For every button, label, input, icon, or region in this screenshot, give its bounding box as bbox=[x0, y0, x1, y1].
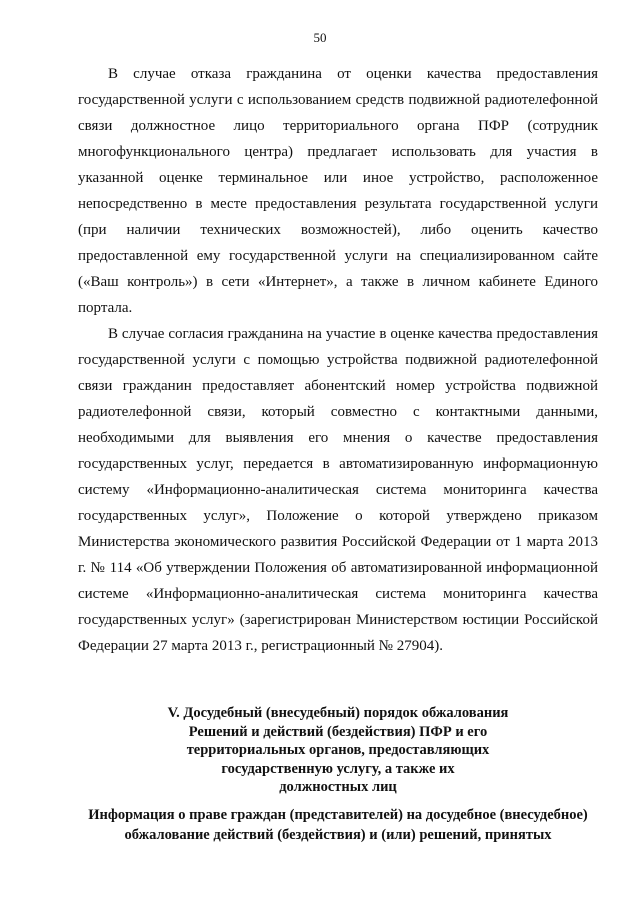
paragraph-rejection: В случае отказа гражданина от оценки качества предоставления государственной услуги с использованием средств подвижной радиотелефонной связи должностное лицо территориального органа ПФР (сотрудник многофункционального центра) предлагает использовать для участия в указанной оценке терминальное или иное устройство, расположенное непосредственно в месте предоставления результата государственной услуги (при наличии технических возможностей), либо оценить качество предоставленной ему государственной услуги на специализированном сайте («Ваш контроль») в сети «Интернет», а также в личном кабинете Единого портала. bbox=[78, 66, 598, 316]
sub-heading-line: Информация о праве граждан (представителей) на досудебное (внесудебное) bbox=[88, 807, 588, 823]
body-text bbox=[78, 61, 598, 659]
section-heading-line: должностных лиц bbox=[279, 779, 397, 795]
section-heading-line: государственную услугу, а также их bbox=[221, 760, 455, 777]
page-number: 50 bbox=[313, 30, 327, 45]
sub-heading-line: обжалование действий (бездействия) и (или) решений, принятых bbox=[124, 827, 552, 843]
sub-heading bbox=[72, 805, 604, 845]
section-heading bbox=[78, 704, 598, 797]
paragraph-consent: В случае согласия гражданина на участие в оценке качества предоставления государственной услуги с помощью устройства подвижной радиотелефонной связи гражданин предоставляет абонентский номер устройства подвижной радиотелефонной связи, который совместно с контактными данными, необходимыми для выявления его мнения о качестве предоставления государственных услуг, передается в автоматизированную информационную систему «Информационно-аналитическая система мониторинга качества государственных услуг», Положение о которой утверждено приказом Министерства экономического развития Российской Федерации от 1 марта 2013 г. № 114 «Об утверждении Положения об автоматизированной информационной системе «Информационно-аналитическая система мониторинга качества государственных услуг» (зарегистрирован Министерством юстиции Российской Федерации 27 марта 2013 г., регистрационный № 27904). bbox=[78, 326, 598, 654]
section-heading-line: V. Досудебный (внесудебный) порядок обжалования bbox=[167, 705, 509, 721]
section-heading-line: территориальных органов, предоставляющих bbox=[186, 742, 490, 758]
section-heading-line: Решений и действий (бездействия) ПФР и его bbox=[188, 723, 488, 740]
